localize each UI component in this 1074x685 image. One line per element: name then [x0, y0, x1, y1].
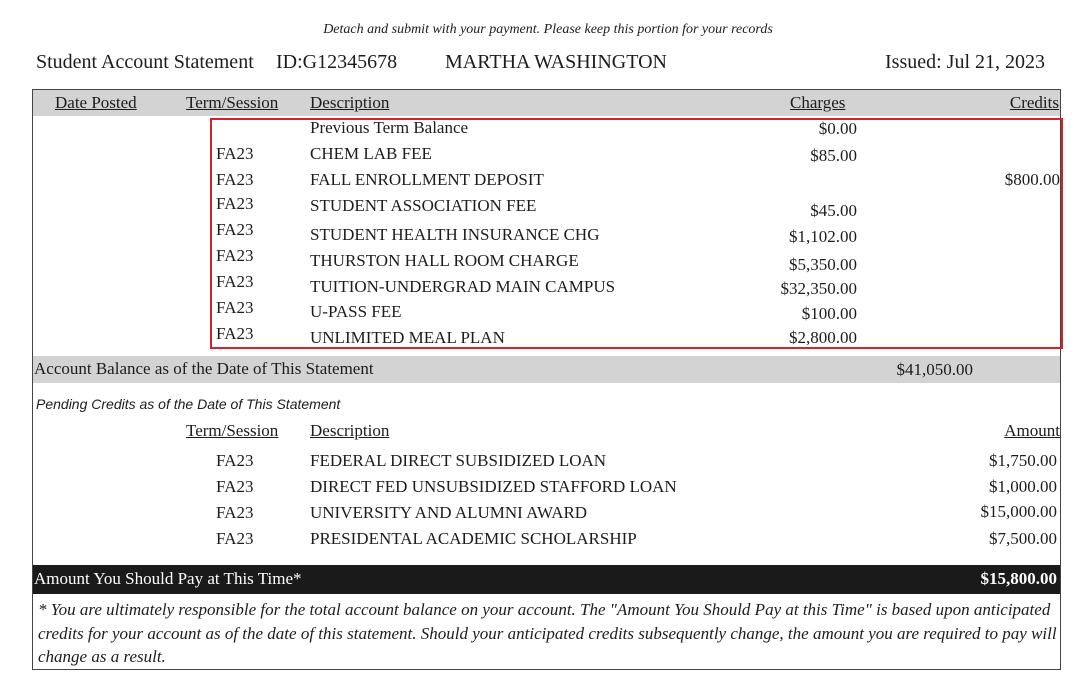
col-credits: Credits: [1009, 93, 1059, 112]
row-charge: $0.00: [818, 119, 857, 138]
detach-note: Detach and submit with your payment. Please keep this portion for your records: [323, 22, 773, 37]
row-term: FA23: [216, 170, 254, 189]
account-balance-label: Account Balance as of the Date of This Statement: [34, 359, 374, 378]
row-charge: $100.00: [801, 304, 857, 323]
col-description: Description: [310, 93, 390, 112]
pending-col-amount: Amount: [1004, 421, 1060, 440]
row-charge: $1,102.00: [789, 227, 857, 246]
pending-amount: $7,500.00: [989, 529, 1057, 548]
row-charge: $2,800.00: [789, 328, 857, 347]
row-description: STUDENT HEALTH INSURANCE CHG: [310, 225, 600, 244]
issued-date: Issued: Jul 21, 2023: [885, 51, 1045, 73]
amount-due-label: Amount You Should Pay at This Time*: [34, 569, 302, 588]
col-term-session: Term/Session: [186, 93, 279, 112]
pending-credits-label: Pending Credits as of the Date of This Statement: [36, 396, 341, 412]
row-term: FA23: [216, 272, 254, 291]
row-charge: $5,350.00: [789, 255, 857, 274]
pending-term: FA23: [216, 503, 254, 522]
student-id: ID:G12345678: [276, 51, 398, 73]
pending-term: FA23: [216, 451, 254, 470]
row-term: FA23: [216, 144, 254, 163]
account-balance-value: $41,050.00: [896, 360, 973, 379]
row-charge: $45.00: [810, 201, 857, 220]
pending-col-description: Description: [310, 421, 390, 440]
col-charges: Charges: [790, 93, 846, 112]
row-description: U-PASS FEE: [310, 302, 402, 321]
row-description: UNLIMITED MEAL PLAN: [310, 328, 505, 347]
highlight-box: [210, 118, 1063, 349]
pending-term: FA23: [216, 477, 254, 496]
pending-amount: $15,000.00: [980, 502, 1057, 521]
pending-term: FA23: [216, 529, 254, 548]
pending-description: PRESIDENTAL ACADEMIC SCHOLARSHIP: [310, 529, 637, 548]
student-name: MARTHA WASHINGTON: [445, 51, 667, 73]
footnote: * You are ultimately responsible for the total account balance on your account. The "Amount You Should Pay at this Time" is based upon anticipated credits for your account as of the date of this statement. Should your anticipated credits subsequently change, the amount you are required to pay will change as a result.: [38, 600, 1057, 666]
row-term: FA23: [216, 246, 254, 265]
row-charge: $85.00: [810, 146, 857, 165]
row-description: Previous Term Balance: [310, 118, 469, 137]
pending-col-term-session: Term/Session: [186, 421, 279, 440]
pending-amount: $1,750.00: [989, 451, 1057, 470]
row-term: FA23: [216, 194, 254, 213]
row-term: FA23: [216, 220, 254, 239]
row-description: CHEM LAB FEE: [310, 144, 432, 163]
row-description: THURSTON HALL ROOM CHARGE: [310, 251, 579, 270]
row-term: FA23: [216, 324, 254, 343]
row-charge: $32,350.00: [780, 279, 857, 298]
pending-amount: $1,000.00: [989, 477, 1057, 496]
row-description: FALL ENROLLMENT DEPOSIT: [310, 170, 544, 189]
row-term: FA23: [216, 298, 254, 317]
col-date-posted: Date Posted: [55, 93, 137, 112]
amount-due-value: $15,800.00: [980, 569, 1057, 588]
row-description: STUDENT ASSOCIATION FEE: [310, 196, 537, 215]
pending-description: UNIVERSITY AND ALUMNI AWARD: [310, 503, 588, 522]
statement-title: Student Account Statement: [36, 51, 254, 73]
pending-description: DIRECT FED UNSUBSIDIZED STAFFORD LOAN: [310, 477, 677, 496]
row-description: TUITION-UNDERGRAD MAIN CAMPUS: [310, 277, 616, 296]
pending-description: FEDERAL DIRECT SUBSIDIZED LOAN: [310, 451, 607, 470]
row-credit: $800.00: [1004, 170, 1060, 189]
